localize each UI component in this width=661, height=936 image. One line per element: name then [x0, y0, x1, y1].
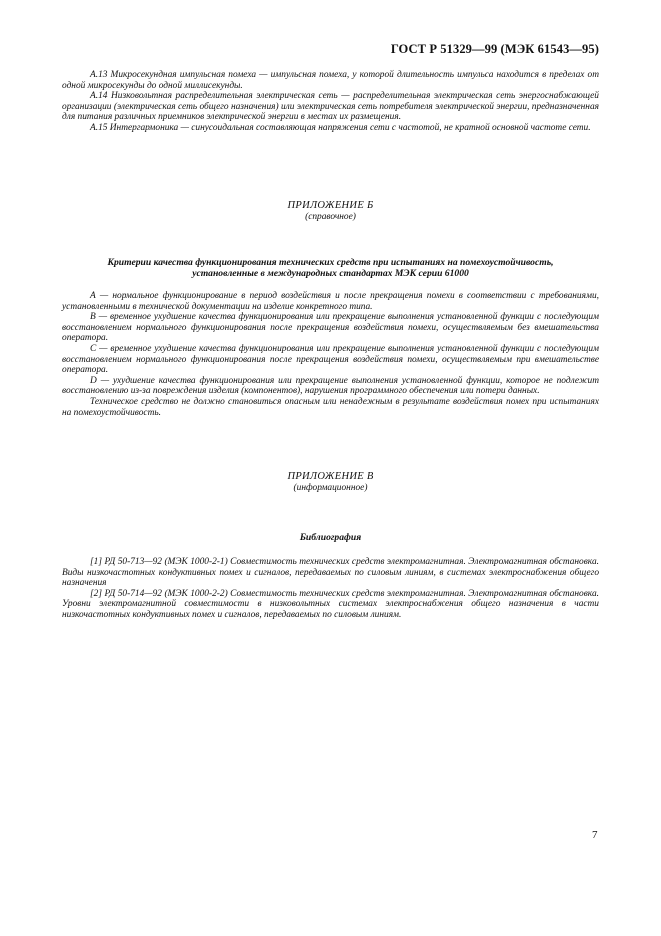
reference-2: [2] РД 50-714—92 (МЭК 1000-2-2) Совместимость технических средств электромагнитная. Электромагнитная обстановка. Уровни электромагнитной совместимости в низковольтных системах электроснабжения общего назначения в части низкочастотных кондуктивных помех и сигналов, передаваемых по силовым линиям.	[62, 588, 599, 620]
criterion-d: D — ухудшение качества функционирования или прекращение выполнения установленной функции, которое не подлежит восстановлению из-за повреждения изделия (компонентов), нарушения программного обеспечения или потери данных.	[62, 375, 599, 397]
appendix-v-heading	[62, 471, 599, 494]
definition-a14: А.14 Низковольтная распределительная электрическая сеть — распределительная электрическая сеть энергоснабжающей организации (электрическая сеть общего назначения) или электрическая сеть потребителя электрической энергии, предназначенная для питания различных приемников электрической энергии в местах их размещения.	[62, 91, 599, 123]
bibliography-title: Библиография	[299, 532, 362, 543]
document-code-header: ГОСТ Р 51329—99 (МЭК 61543—95)	[390, 42, 599, 56]
appendix-b-subject-line2: установленные в международных стандартах МЭК серии 61000	[192, 268, 469, 279]
appendix-b-title: ПРИЛОЖЕНИЕ Б	[287, 200, 374, 211]
definition-a13: А.13 Микросекундная импульсная помеха — импульсная помеха, у которой длительность импульса находится в пределах от одной микросекунды до одной миллисекунды.	[62, 70, 599, 91]
criterion-c: С — временное ухудшение качества функционирования или прекращение выполнения установленной функции с последующим восстановлением нормального функционирования после прекращения воздействия помехи, осуществляемым при вмешательстве оператора.	[62, 343, 599, 376]
definition-a15: А.15 Интергармоника — синусоидальная составляющая напряжения сети с частотой, не кратной основной частоте сети.	[90, 122, 591, 133]
criterion-b: В — временное ухудшение качества функционирования или прекращение выполнения установленной функции с последующим восстановлением нормального функционирования после прекращения воздействия помехи, осуществляемым без вмешательства оператора.	[62, 312, 599, 344]
bibliography-heading	[62, 532, 599, 543]
appendix-b-heading	[62, 200, 599, 223]
appendix-b-status: (справочное)	[305, 212, 356, 222]
bibliography-list	[62, 557, 599, 621]
criterion-a: А — нормальное функционирование в период воздействия и после прекращения помехи в соответствии с требованиями, установленными в технической документации на изделие конкретного типа.	[62, 291, 599, 312]
page-number: 7	[592, 829, 598, 841]
appendix-b-subject-line1: Критерии качества функционирования технических средств при испытаниях на помехоустойчивость,	[107, 257, 554, 268]
appendix-b-criteria	[62, 291, 599, 418]
reference-1: [1] РД 50-713—92 (МЭК 1000-2-1) Совместимость технических средств электромагнитная. Электромагнитная обстановка. Виды низкочастотных кондуктивных помех и сигналов, передаваемых по силовым линиям, в системах электроснабжения общего назначения	[62, 557, 599, 589]
appendix-v-status: (информационное)	[293, 483, 368, 493]
appendix-v-title: ПРИЛОЖЕНИЕ В	[287, 471, 374, 482]
definitions-section	[62, 70, 599, 134]
appendix-b-subject	[62, 257, 599, 279]
criteria-note: Техническое средство не должно становиться опасным или ненадежным в результате воздействия помех при испытаниях на помехоустойчивость.	[62, 396, 599, 418]
